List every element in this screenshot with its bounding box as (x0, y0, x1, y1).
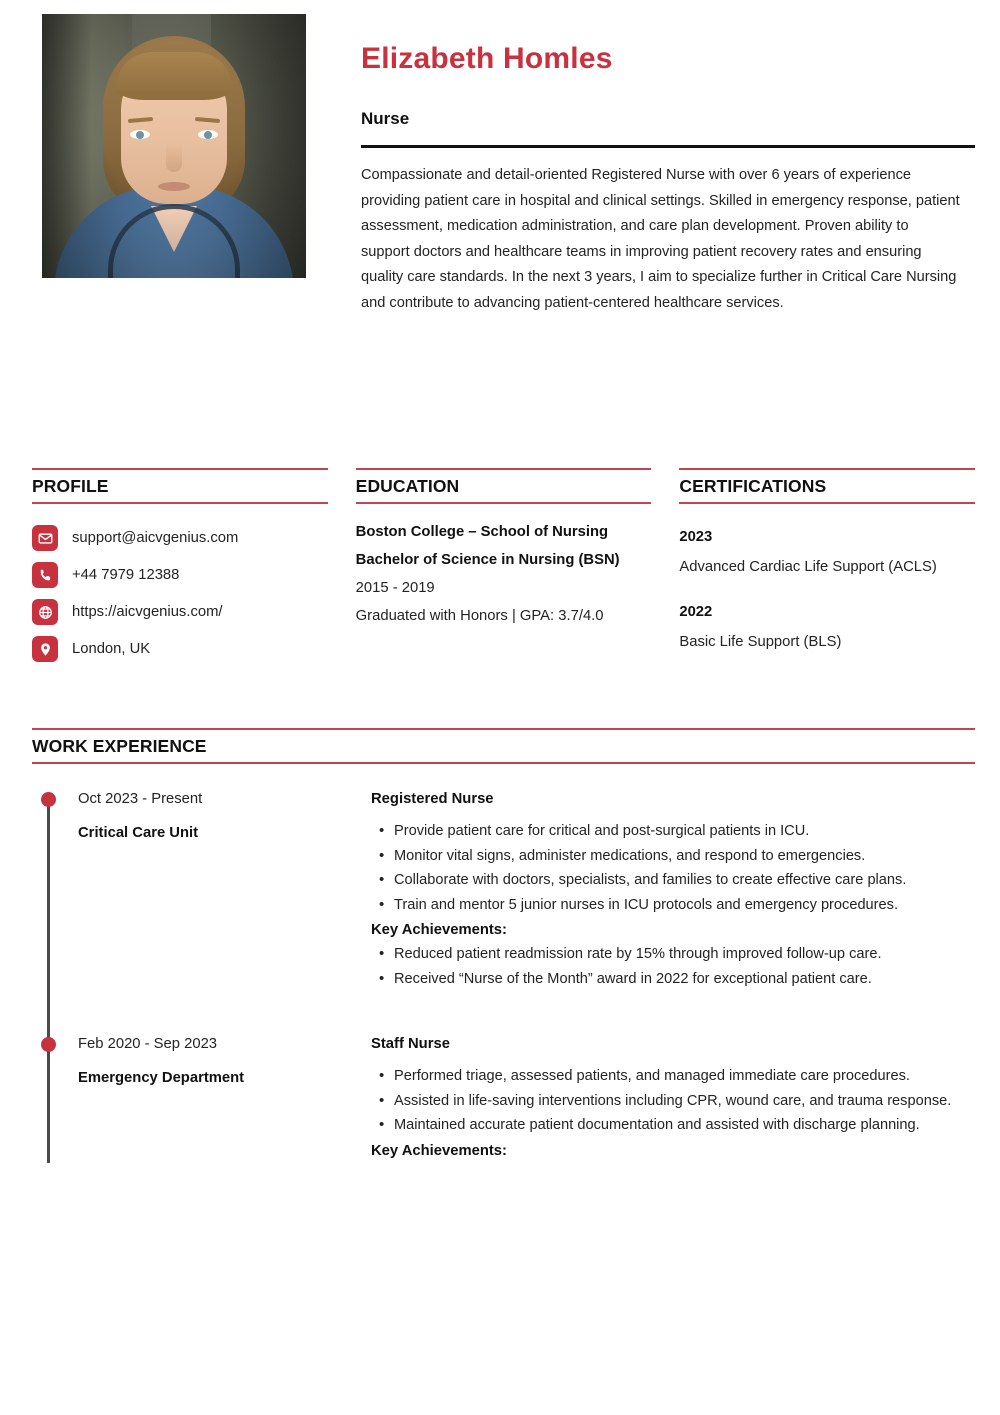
education-degree: Bachelor of Science in Nursing (BSN) (355, 552, 620, 568)
certification-year: 2023 (679, 529, 713, 545)
profile-heading: PROFILE (32, 476, 109, 496)
experience-meta (32, 1033, 362, 1163)
certification-item (679, 601, 975, 654)
profile-section-header (32, 468, 328, 504)
professional-summary: Compassionate and detail-oriented Registered Nurse with over 6 years of experience providing patient care in hospital and clinical settings. Skilled in emergency response, patient assessment, medication administration, and care plan development. Proven ability to support doctors and healthcare teams in improving patient recovery rates and ensuring quality care standards. In the next 3 years, I aim to specialize further in Critical Care Nursing and contribute to advancing patient-centered healthcare services. (361, 167, 960, 311)
contact-value-phone: +44 7979 12388 (72, 567, 180, 583)
job-title: Nurse (361, 109, 410, 128)
contact-list (32, 524, 328, 663)
list-item: • Performed triage, assessed patients, and managed immediate care procedures. (379, 1064, 975, 1089)
certification-item (679, 526, 975, 579)
education-note: Graduated with Honors | GPA: 3.7/4.0 (355, 608, 604, 624)
certification-year: 2022 (679, 604, 713, 620)
education-heading: EDUCATION (355, 476, 460, 496)
experience-bullets (379, 819, 975, 917)
contact-value-email: support@aicvgenius.com (72, 530, 239, 546)
contact-value-website: https://aicvgenius.com/ (72, 604, 223, 620)
education-section-header (356, 468, 652, 504)
certifications-list (679, 526, 975, 654)
contact-value-location: London, UK (72, 641, 151, 657)
key-achievements-label: Key Achievements: (371, 1142, 507, 1159)
profile-section (32, 468, 328, 672)
info-columns (0, 468, 1000, 676)
header-divider (361, 145, 975, 148)
list-item: • Collaborate with doctors, specialists, and families to create effective care plans. (379, 868, 975, 893)
work-experience-section-header (32, 728, 975, 764)
certifications-section-header (679, 468, 975, 504)
envelope-icon (32, 525, 58, 551)
list-item: • Maintained accurate patient documentation and assisted with discharge planning. (379, 1113, 975, 1138)
experience-role: Staff Nurse (371, 1036, 450, 1052)
page-title: Elizabeth Homles (361, 42, 613, 75)
list-item: • Monitor vital signs, administer medications, and respond to emergencies. (379, 844, 975, 869)
certifications-heading: CERTIFICATIONS (679, 476, 827, 496)
list-item: • Provide patient care for critical and post-surgical patients in ICU. (379, 819, 975, 844)
experience-bullets (379, 1064, 975, 1138)
certifications-section (679, 468, 975, 676)
experience-organization: Emergency Department (78, 1070, 245, 1086)
contact-item-location[interactable] (32, 635, 328, 663)
certification-name: Basic Life Support (BLS) (679, 634, 842, 650)
contact-item-website[interactable] (32, 598, 328, 626)
experience-item (32, 1033, 975, 1163)
key-achievements-label: Key Achievements: (371, 922, 507, 938)
contact-item-phone[interactable] (32, 561, 328, 589)
timeline-dot (41, 792, 56, 807)
list-item: • Received “Nurse of the Month” award in 2022 for exceptional patient care. (379, 967, 975, 992)
experience-details (362, 1033, 975, 1163)
certification-name: Advanced Cardiac Life Support (ACLS) (679, 559, 937, 575)
phone-icon (32, 562, 58, 588)
experience-achievements (379, 942, 975, 991)
experience-organization: Critical Care Unit (78, 825, 199, 841)
portrait-image (42, 14, 306, 278)
resume-header (0, 0, 1000, 316)
globe-icon (32, 599, 58, 625)
list-item: • Train and mentor 5 junior nurses in ICU protocols and emergency procedures. (379, 893, 975, 918)
contact-item-email[interactable] (32, 524, 328, 552)
work-experience-heading: WORK EXPERIENCE (32, 736, 207, 756)
list-item: • Reduced patient readmission rate by 15% through improved follow-up care. (379, 942, 975, 967)
location-pin-icon (32, 636, 58, 662)
experience-item (32, 788, 975, 991)
work-experience-section (0, 728, 1000, 1163)
experience-meta (32, 788, 362, 991)
experience-role: Registered Nurse (371, 791, 494, 807)
profile-photo (42, 14, 306, 278)
list-item: • Assisted in life-saving interventions including CPR, wound care, and trauma response. (379, 1089, 975, 1114)
header-text-block (306, 14, 975, 316)
experience-dates: Feb 2020 - Sep 2023 (78, 1036, 218, 1052)
education-dates: 2015 - 2019 (355, 580, 435, 596)
experience-details (362, 788, 975, 991)
experience-timeline (32, 788, 975, 1163)
education-section (356, 468, 652, 627)
education-entry (356, 521, 652, 627)
education-school: Boston College – School of Nursing (355, 524, 609, 540)
timeline-dot (41, 1037, 56, 1052)
experience-dates: Oct 2023 - Present (78, 791, 203, 807)
